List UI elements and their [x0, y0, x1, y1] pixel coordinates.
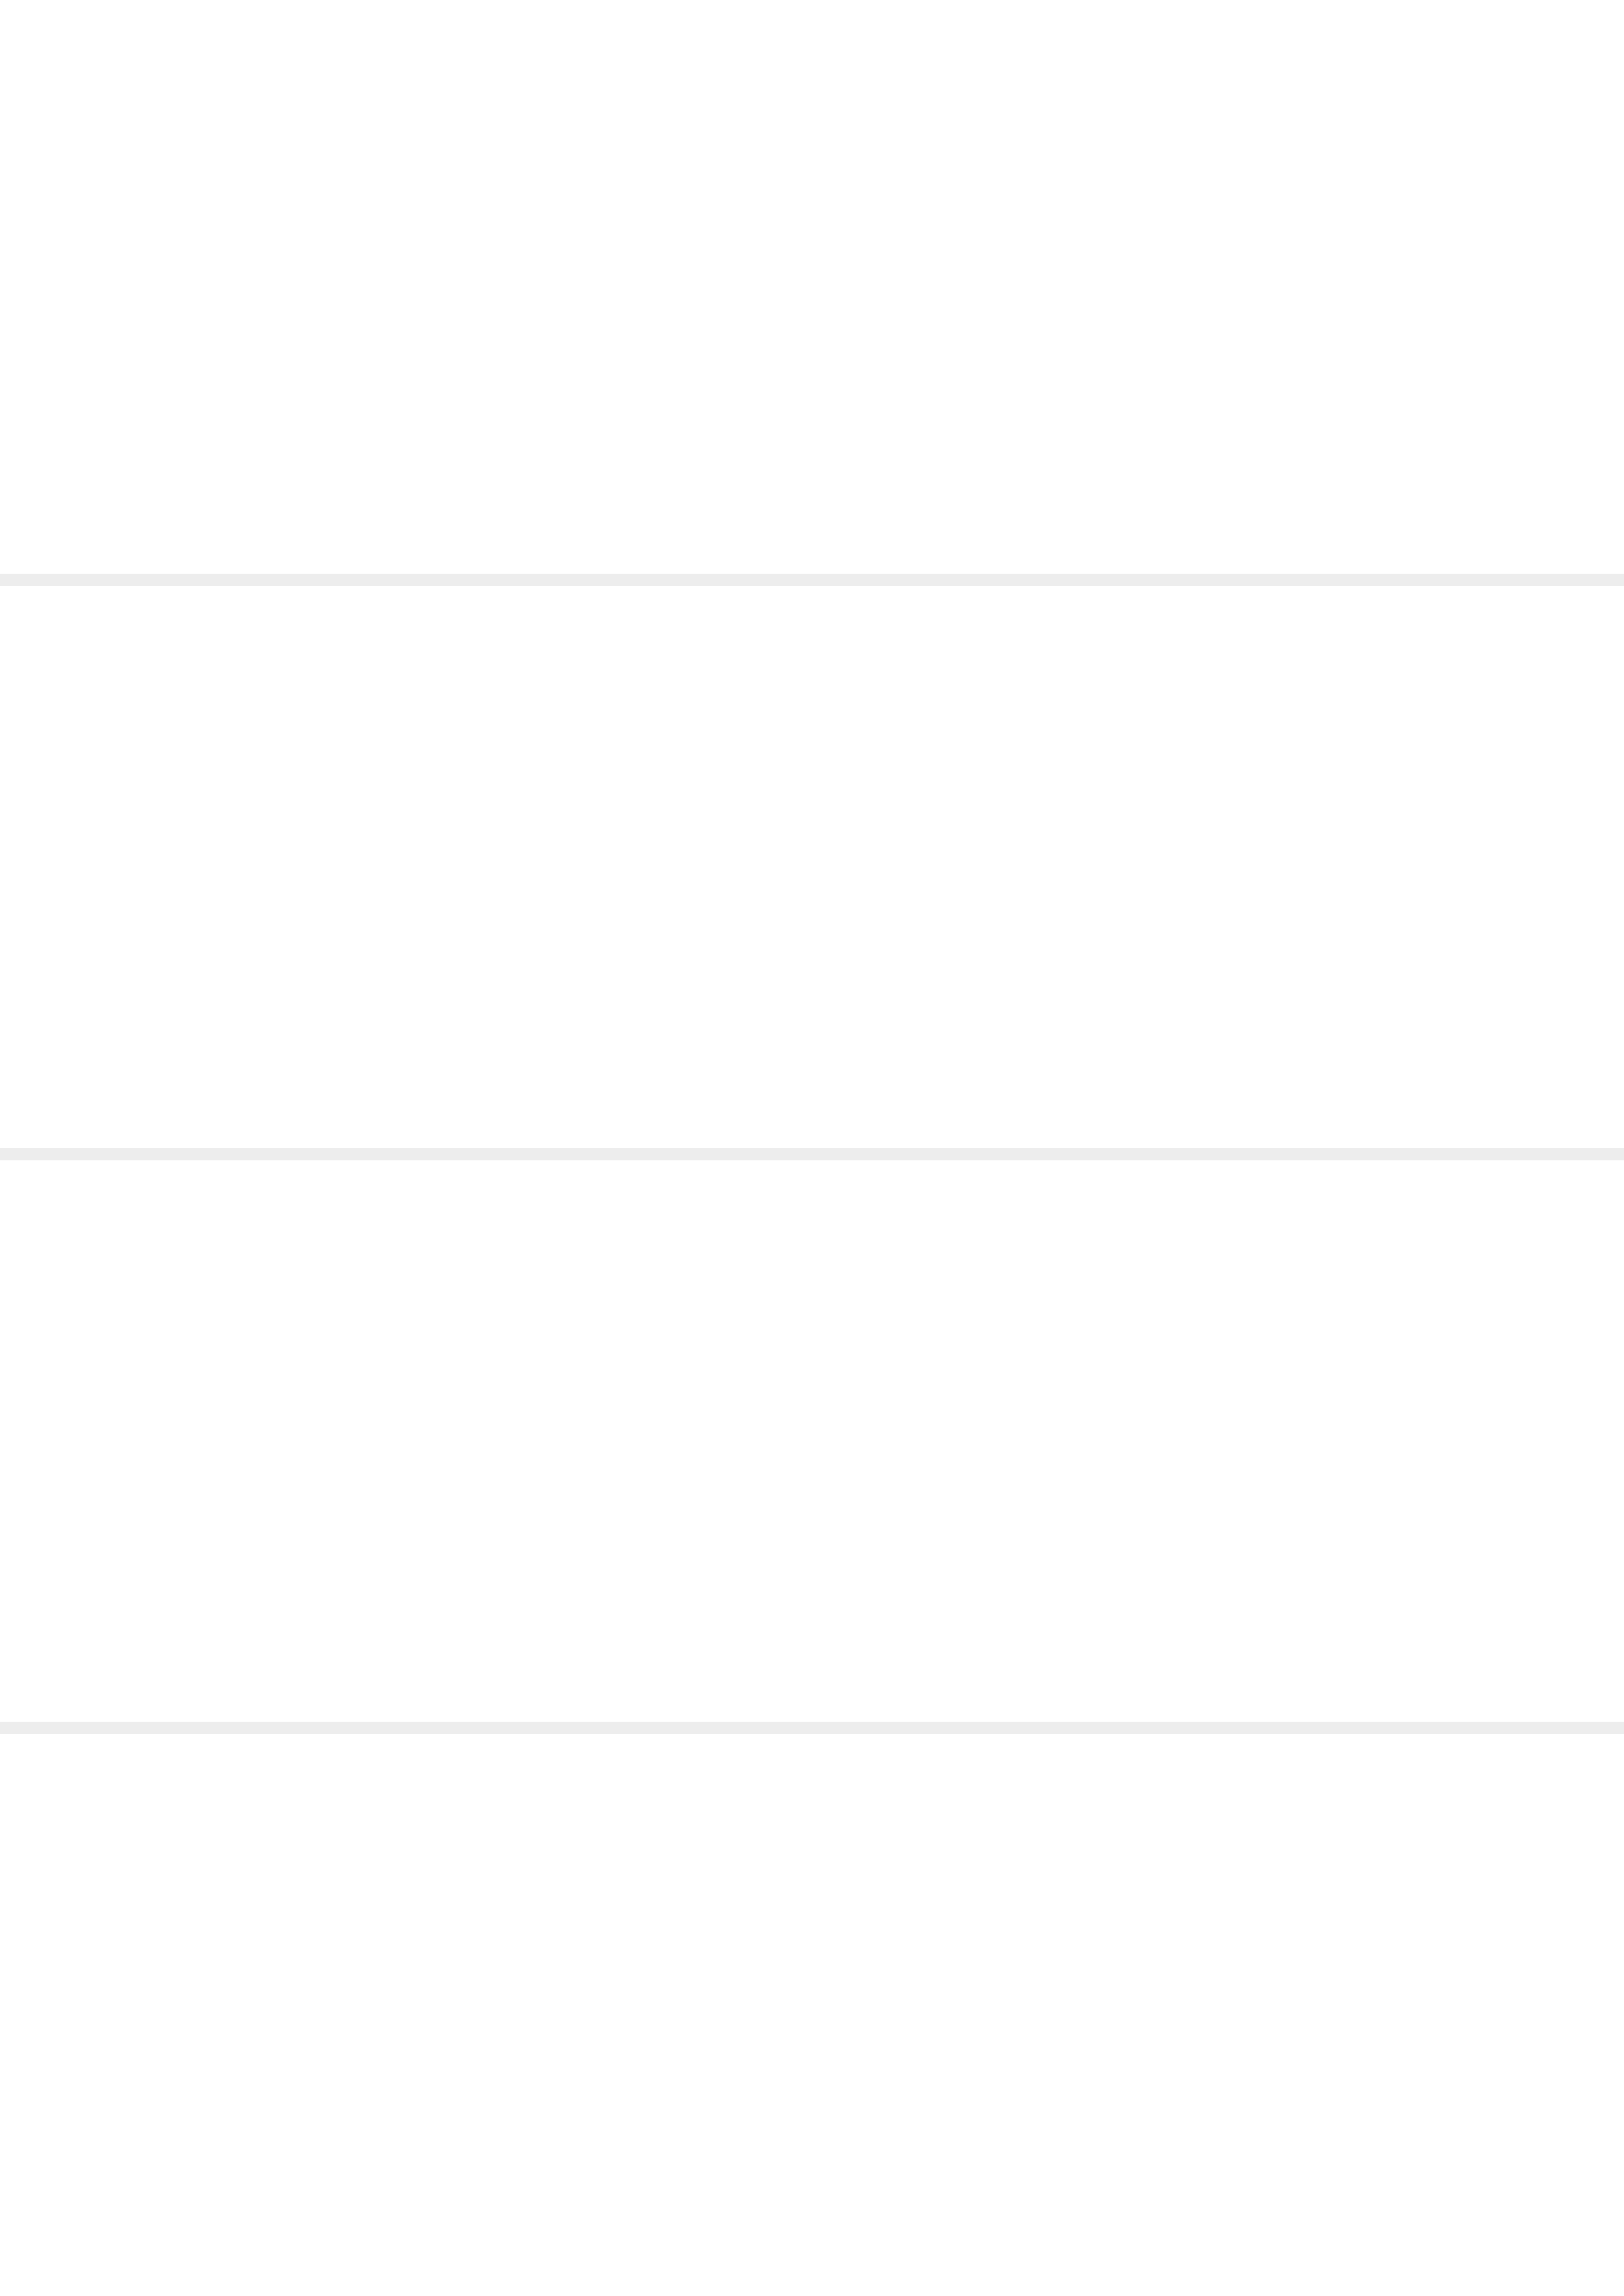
placeholder-bar	[0, 1722, 1624, 1734]
placeholder-bar	[0, 1148, 1624, 1160]
placeholder-bar	[0, 574, 1624, 586]
